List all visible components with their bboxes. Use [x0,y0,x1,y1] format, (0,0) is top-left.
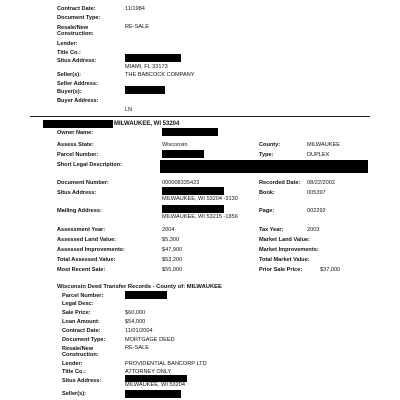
record-header-city: MILWAUKEE, WI 53204 [114,121,180,127]
page-value: 002292 [307,208,326,214]
assess-state-label: Assess State: [57,142,94,148]
document-type-value: MORTGAGE DEED [125,337,175,343]
tax-year-label: Tax Year: [259,227,284,233]
redacted-block [162,128,218,136]
redacted-block [125,86,165,94]
section-divider [30,116,370,117]
resale-new-label: Resale/New Construction: [62,346,99,359]
recorded-date-value: 08/22/2002 [307,180,335,186]
resale-new-value: RE-SALE [125,345,149,351]
buyer-address-label: Buyer Address: [57,98,99,104]
redacted-block [162,205,224,213]
deed-section-title: Wisconsin Deed Transfer Records - County of: MILWAUKEE [57,284,222,290]
title-co-value: ATTORNEY ONLY [125,369,172,375]
situs-address-value: MIAMI, FL 33173 [125,64,168,70]
total-market-label: Total Market Value: [259,257,310,263]
lender-label: Lender: [62,361,83,367]
short-legal-label: Short Legal Description: [57,162,122,168]
contract-date-value: 11/1984 [125,6,145,12]
resale-new-label: Resale/New Construction: [57,25,94,38]
market-land-label: Market Land Value: [259,237,310,243]
assessed-land-label: Assessed Land Value: [57,237,117,243]
title-co-label: Title Co.: [62,369,86,375]
title-co-label: Title Co.: [57,50,81,56]
situs-address-label: Situs Address: [57,190,97,196]
document-number-value: 000008335423 [162,180,200,186]
assessment-year-value: 2004 [162,227,175,233]
sellers-label: Seller(s): [62,391,86,397]
assessed-land-value: $5,300 [162,237,180,243]
parcel-number-label: Parcel Number: [62,293,104,299]
assessed-improvements-value: $47,900 [162,247,183,253]
redacted-block [43,120,113,128]
document-number-label: Document Number: [57,180,109,186]
market-improvements-label: Market Improvements: [259,247,319,253]
recorded-date-label: Recorded Date: [259,180,301,186]
sale-price-label: Sale Price: [62,310,91,316]
sellers-value: THE BABCOCK COMPANY [125,72,195,78]
assessment-year-label: Assessment Year: [57,227,106,233]
redacted-block [162,187,224,195]
lender-label: Lender: [57,41,78,47]
prior-sale-price-label: Prior Sale Price: [259,267,303,273]
prior-sale-price-value: $37,000 [320,267,341,273]
sellers-label: Seller(s): [57,72,81,78]
document-type-label: Document Type: [62,337,106,343]
redacted-block [125,390,181,398]
type-label: Type: [259,152,274,158]
mailing-address-label: Mailing Address: [57,208,102,214]
county-label: County: [259,142,281,148]
type-value: DUPLEX [307,152,330,158]
situs-address-label: Situs Address: [62,378,102,384]
book-value: 005397 [307,190,326,196]
legal-desc-label: Legal Desc: [62,301,94,307]
county-value: MILWAUKEE [307,142,340,148]
buyer-address-value: LN [125,107,133,113]
total-assessed-label: Total Assessed Value: [57,257,116,263]
most-recent-sale-label: Most Recent Sale: [57,267,106,273]
page-label: Page: [259,208,275,214]
sale-price-value: $60,000 [125,310,146,316]
assess-state-value: Wisconsin [162,142,188,148]
redacted-block [125,54,181,62]
redacted-block [160,160,368,173]
contract-date-label: Contract Date: [57,6,96,12]
situs-address-value: MILWAUKEE, WI 53204 -3130 [162,196,238,202]
situs-address-value: MILWAUKEE, WI 53204 [125,382,185,388]
buyers-label: Buyer(s): [57,89,82,95]
lender-value: PROVIDENTIAL BANCORP LTD [125,361,207,367]
situs-address-label: Situs Address: [57,58,97,64]
contract-date-value: 11/01/2004 [125,328,153,334]
total-assessed-value: $53,200 [162,257,183,263]
parcel-number-label: Parcel Number: [57,152,99,158]
tax-year-value: 2003 [307,227,320,233]
redacted-block [125,291,167,299]
loan-amount-value: $54,000 [125,319,146,325]
assessed-improvements-label: Assessed Improvements: [57,247,125,253]
seller-address-label: Seller Address: [57,81,98,87]
owner-name-label: Owner Name: [57,130,94,136]
redacted-block [125,375,187,382]
mailing-address-value: MILWAUKEE, WI 53215 -1856 [162,214,238,220]
book-label: Book: [259,190,275,196]
redacted-block [162,150,204,158]
document-type-label: Document Type: [57,15,101,21]
contract-date-label: Contract Date: [62,328,101,334]
resale-new-value: RE-SALE [125,24,149,30]
loan-amount-label: Loan Amount: [62,319,100,325]
most-recent-sale-value: $55,000 [162,267,183,273]
